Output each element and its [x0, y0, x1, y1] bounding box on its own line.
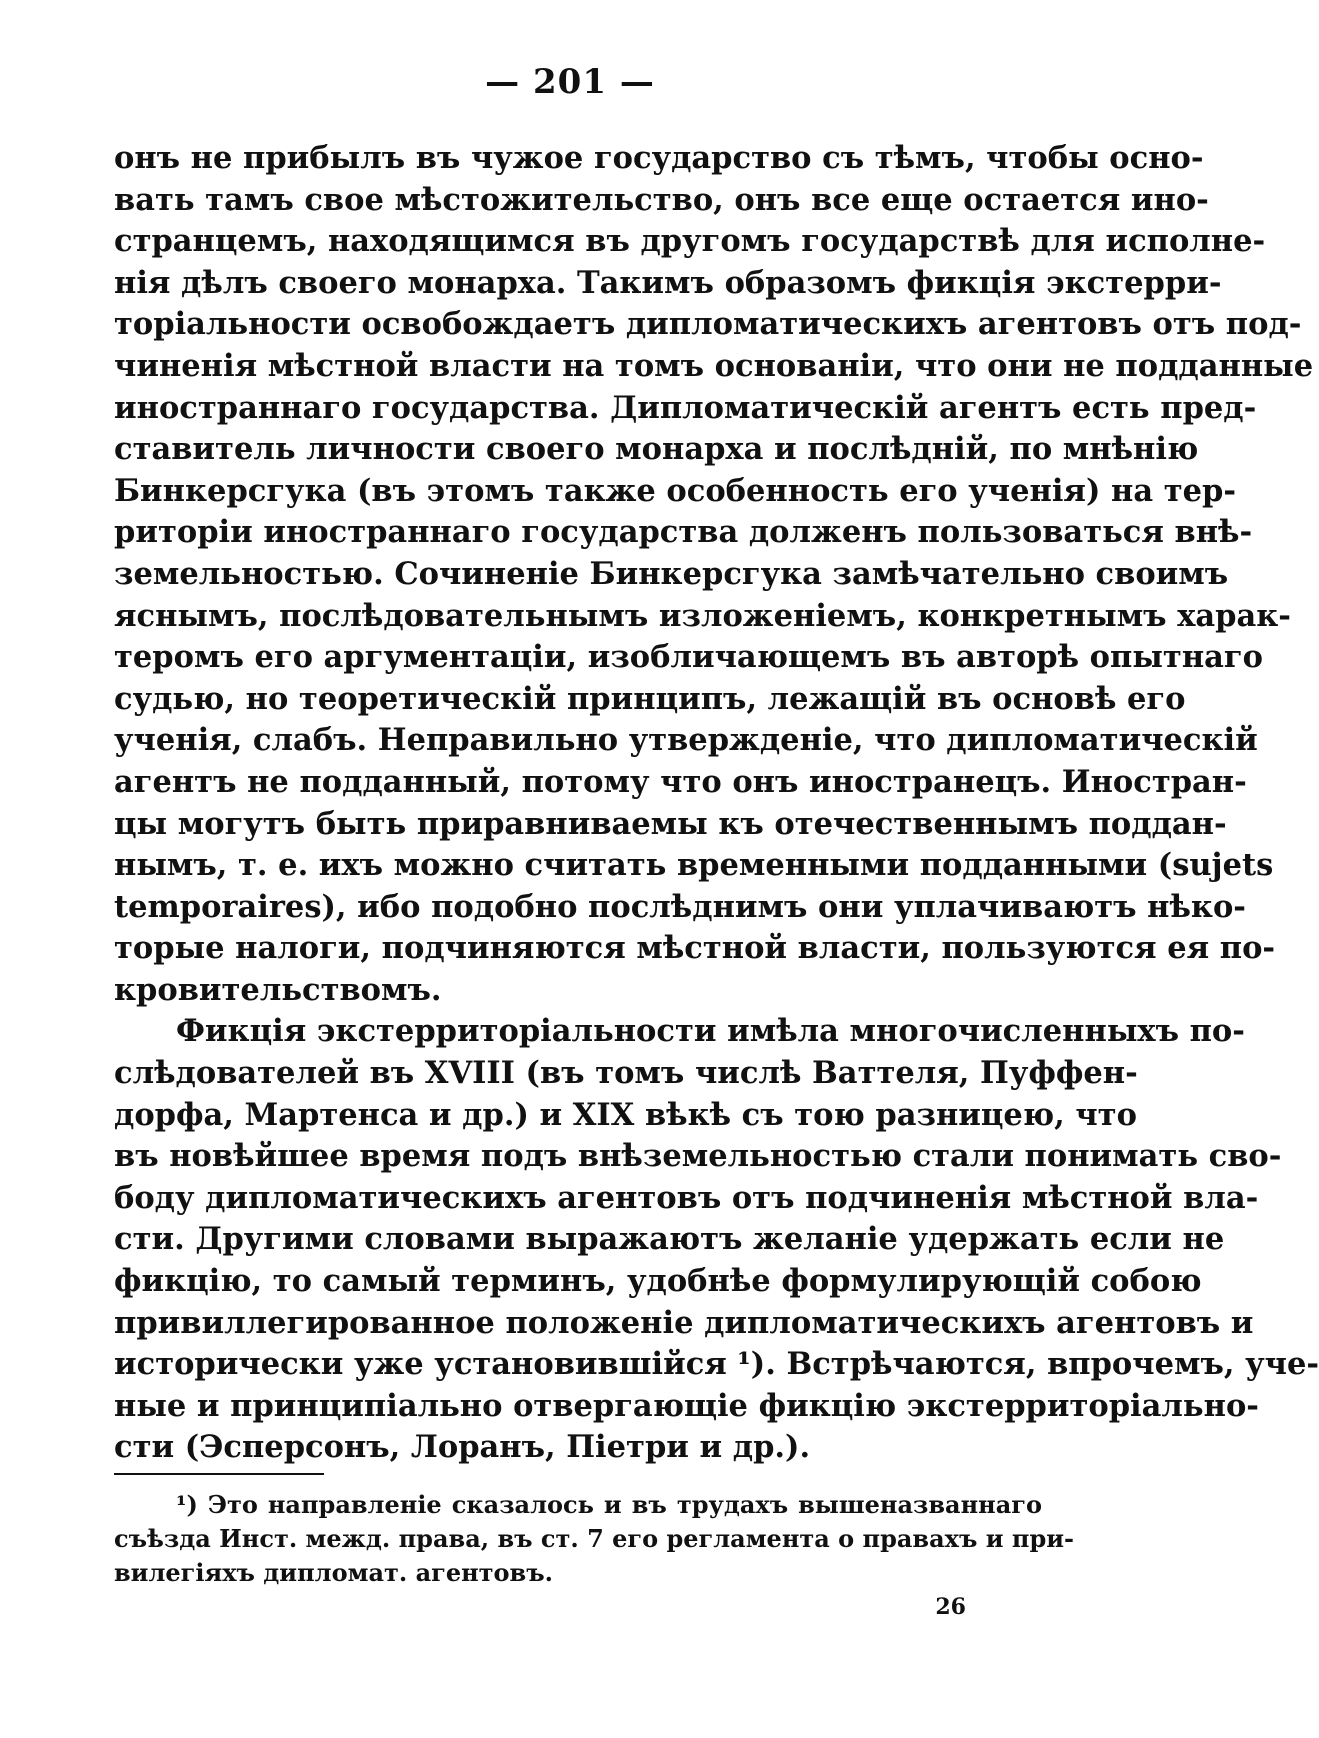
- para1-line: ставитель личности своего монарха и послѣдній, по мнѣнію: [114, 431, 1199, 468]
- signature-mark: 26: [935, 1594, 966, 1620]
- para1-line: торіальности освобождаетъ дипломатическихъ агентовъ отъ под-: [114, 306, 1302, 343]
- para2-line: ные и принципіально отвергающіе фикцію экстерриторіально-: [114, 1387, 1259, 1424]
- body-text: [114, 138, 1319, 1469]
- para1-line: вать тамъ свое мѣстожительство, онъ все еще остается ино-: [114, 181, 1209, 218]
- para1-line: чиненія мѣстной власти на томъ основаніи, что они не подданные: [114, 347, 1314, 384]
- para2-line: исторически уже установившійся ¹). Встрѣчаются, впрочемъ, уче-: [114, 1346, 1319, 1383]
- para1-line: нія дѣлъ своего монарха. Такимъ образомъ фикція экстерри-: [114, 264, 1222, 301]
- para2-line: слѣдователей въ XVIII (въ томъ числѣ Ваттеля, Пуффен-: [114, 1055, 1138, 1092]
- para1-line: торые налоги, подчиняются мѣстной власти, пользуются ея по-: [114, 930, 1276, 967]
- para1-line: иностраннаго государства. Дипломатическій агентъ есть пред-: [114, 389, 1257, 426]
- para2-line: фикцію, то самый терминъ, удобнѣе формулирующій собою: [114, 1263, 1202, 1300]
- paragraph-2: [114, 1011, 1319, 1469]
- para2-line: сти (Эсперсонъ, Лоранъ, Піетри и др.).: [114, 1429, 811, 1466]
- para1-line: странцемъ, находящимся въ другомъ государствѣ для исполне-: [114, 223, 1266, 260]
- footnote-line: съѣзда Инст. межд. права, въ ст. 7 его регламента о правахъ и при-: [114, 1524, 1074, 1553]
- para1-line: земельностью. Сочиненіе Бинкерсгука замѣчательно своимъ: [114, 555, 1229, 592]
- para2-line: привиллегированное положеніе дипломатическихъ агентовъ и: [114, 1304, 1254, 1341]
- para1-line: Бинкерсгука (въ этомъ также особенность его ученія) на тер-: [114, 472, 1237, 509]
- para2-line: дорфа, Мартенса и др.) и XIX вѣкѣ съ тою разницею, что: [114, 1096, 1137, 1133]
- footnote-separator: [114, 1473, 324, 1475]
- footnote: [114, 1488, 1074, 1590]
- para1-line: ученія, слабъ. Неправильно утвержденіе, что дипломатическій: [114, 722, 1258, 759]
- para1-line: яснымъ, послѣдовательнымъ изложеніемъ, конкретнымъ харак-: [114, 597, 1291, 634]
- para1-line: цы могутъ быть приравниваемы къ отечественнымъ поддан-: [114, 805, 1227, 842]
- para1-line: нымъ, т. е. ихъ можно считать временными подданными (sujets: [114, 847, 1274, 884]
- para2-line: сти. Другими словами выражаютъ желаніе удержать если не: [114, 1221, 1225, 1258]
- para2-line: въ новѣйшее время подъ внѣземельностью стали понимать сво-: [114, 1138, 1282, 1175]
- footnote-line: вилегіяхъ дипломат. агентовъ.: [114, 1558, 553, 1587]
- para1-line: теромъ его аргументаціи, изобличающемъ въ авторѣ опытнаго: [114, 639, 1263, 676]
- para1-line: temporaires), ибо подобно послѣднимъ они уплачиваютъ нѣко-: [114, 888, 1246, 925]
- para1-line: кровительствомъ.: [114, 971, 442, 1008]
- para1-line: онъ не прибылъ въ чужое государство съ тѣмъ, чтобы осно-: [114, 140, 1204, 176]
- para1-line: риторіи иностраннаго государства долженъ пользоваться внѣ-: [114, 514, 1253, 551]
- para1-line: агентъ не подданный, потому что онъ иностранецъ. Иностран-: [114, 763, 1247, 800]
- paragraph-1: [114, 138, 1314, 1011]
- footnote-line: ¹) Это направленіе сказалось и въ трудахъ вышеназваннаго: [176, 1490, 1042, 1519]
- page-number-header: — 201 —: [485, 62, 655, 102]
- para1-line: судью, но теоретическій принципъ, лежащій въ основѣ его: [114, 680, 1186, 717]
- para2-line: Фикція экстерриторіальности имѣла многочисленныхъ по-: [176, 1013, 1245, 1050]
- para2-line: боду дипломатическихъ агентовъ отъ подчиненія мѣстной вла-: [114, 1179, 1259, 1216]
